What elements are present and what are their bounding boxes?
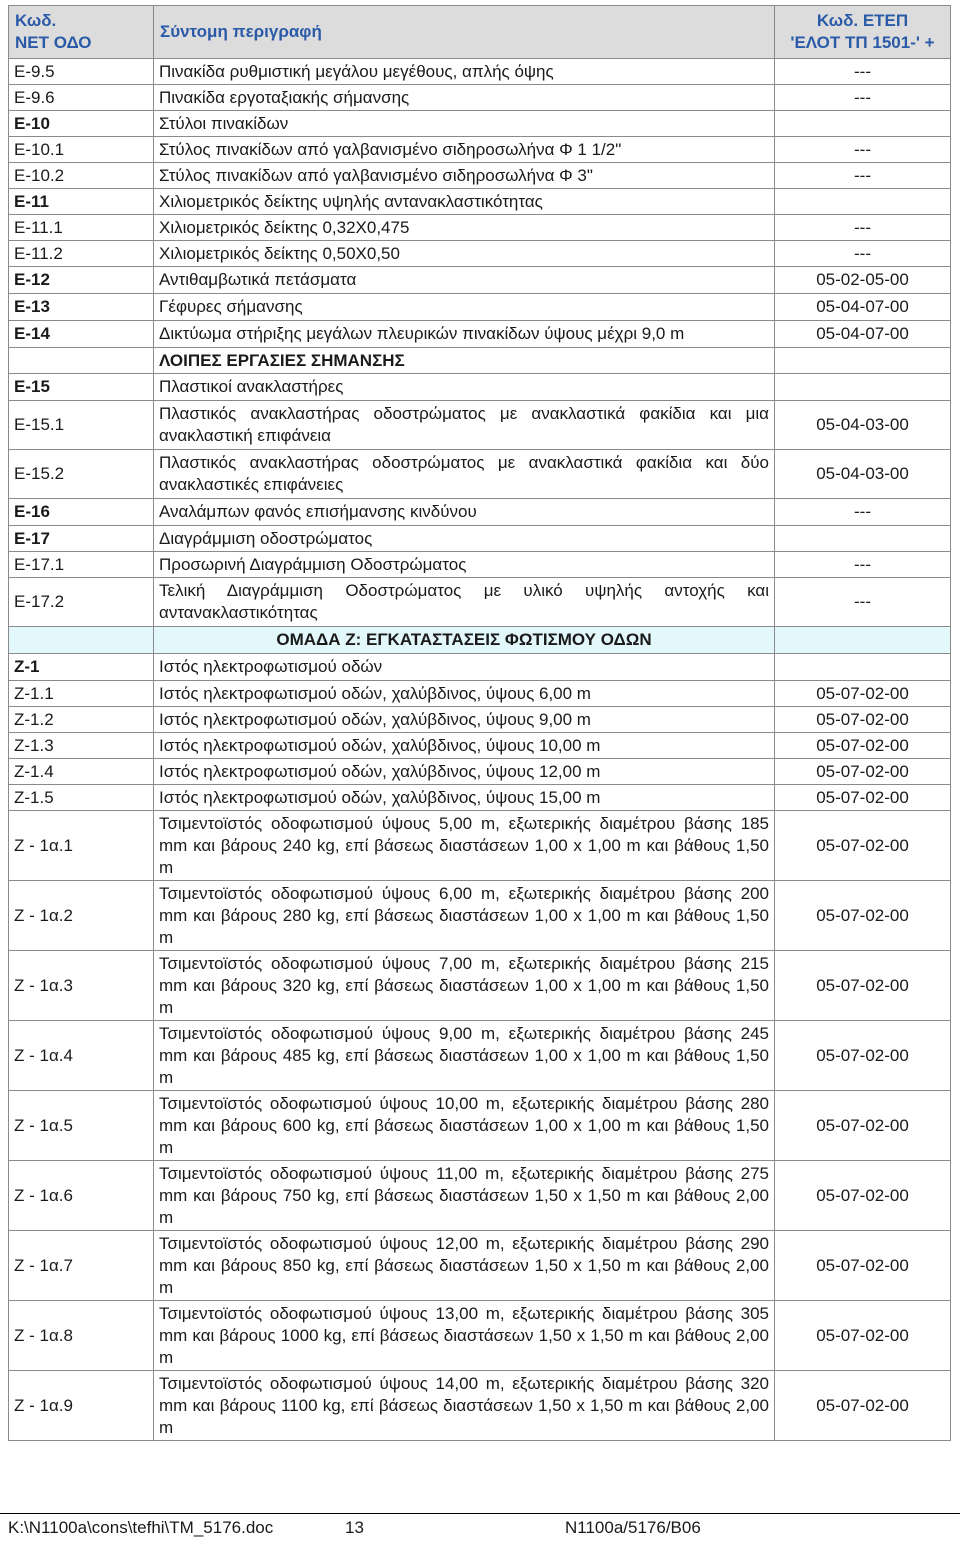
cell-etep-code: 05-07-02-00 <box>775 951 951 1021</box>
table-row <box>9 163 951 189</box>
cell-code: Ε-12 <box>9 267 154 294</box>
cell-description: Πλαστικοί ανακλαστήρες <box>154 374 775 401</box>
cell-code: Ζ-1.4 <box>9 759 154 785</box>
cell-etep-code: 05-07-02-00 <box>775 881 951 951</box>
cell-description: Στύλος πινακίδων από γαλβανισμένο σιδηροσωλήνα Φ 3" <box>154 163 775 189</box>
cell-etep-code: --- <box>775 241 951 267</box>
cell-code: Ε-15.2 <box>9 450 154 499</box>
cell-description: Ιστός ηλεκτροφωτισμού οδών, χαλύβδινος, ύψους 10,00 m <box>154 733 775 759</box>
cell-etep-code: 05-07-02-00 <box>775 1371 951 1441</box>
table-row <box>9 881 951 951</box>
cell-etep-code: --- <box>775 163 951 189</box>
cell-description: Πλαστικός ανακλαστήρας οδοστρώματος με ανακλαστικά φακίδια και μια ανακλαστική επιφάνεια <box>154 401 775 450</box>
table-row <box>9 707 951 733</box>
cell-description: Τσιμεντοϊστός οδοφωτισμού ύψους 10,00 m, εξωτερικής διαμέτρου βάσης 280 mm και βάρους 600 kg, επί βάσεως διαστάσεων 1,00 x 1,00 m και βάθους 1,50 m <box>154 1091 775 1161</box>
table-row <box>9 681 951 707</box>
cell-description: Πινακίδα εργοταξιακής σήμανσης <box>154 85 775 111</box>
cell-etep-code: 05-07-02-00 <box>775 1231 951 1301</box>
table-row <box>9 1301 951 1371</box>
table-row <box>9 1161 951 1231</box>
cell-etep-code: --- <box>775 59 951 85</box>
cell-etep-code: 05-04-03-00 <box>775 401 951 450</box>
cell-code: Ε-11 <box>9 189 154 215</box>
table-row <box>9 215 951 241</box>
table-row <box>9 1091 951 1161</box>
cell-description: Τσιμεντοϊστός οδοφωτισμού ύψους 7,00 m, εξωτερικής διαμέτρου βάσης 215 mm και βάρους 320 kg, επί βάσεως διαστάσεων 1,00 x 1,00 m και βάθους 1,50 m <box>154 951 775 1021</box>
cell-etep-code: 05-07-02-00 <box>775 1301 951 1371</box>
table-row <box>9 759 951 785</box>
cell-code: Ε-17.1 <box>9 552 154 578</box>
table-row <box>9 267 951 294</box>
cell-description: Τελική Διαγράμμιση Οδοστρώματος με υλικό υψηλής αντοχής και αντανακλαστικότητας <box>154 578 775 627</box>
cell-code: Ζ-1 <box>9 654 154 681</box>
table-row <box>9 401 951 450</box>
cell-code: Ε-17 <box>9 526 154 552</box>
cell-description: Πινακίδα ρυθμιστική μεγάλου μεγέθους, απλής όψης <box>154 59 775 85</box>
table-row <box>9 137 951 163</box>
cell-etep-code: --- <box>775 552 951 578</box>
page-footer <box>0 1513 960 1544</box>
cell-description: Χιλιομετρικός δείκτης 0,32Χ0,475 <box>154 215 775 241</box>
cell-description: Ιστός ηλεκτροφωτισμού οδών, χαλύβδινος, ύψους 15,00 m <box>154 785 775 811</box>
cell-etep-code <box>775 348 951 374</box>
table-row <box>9 321 951 348</box>
cell-description: ΛΟΙΠΕΣ ΕΡΓΑΣΙΕΣ ΣΗΜΑΝΣΗΣ <box>154 348 775 374</box>
cell-code: Ε-16 <box>9 499 154 526</box>
cell-description: Τσιμεντοϊστός οδοφωτισμού ύψους 12,00 m, εξωτερικής διαμέτρου βάσης 290 mm και βάρους 850 kg, επί βάσεως διαστάσεων 1,50 x 1,50 m και βάθους 2,00 m <box>154 1231 775 1301</box>
cell-code <box>9 627 154 654</box>
cell-code: Ε-15.1 <box>9 401 154 450</box>
cell-etep-code: 05-07-02-00 <box>775 1091 951 1161</box>
cell-code: Ζ-1.3 <box>9 733 154 759</box>
cell-etep-code: 05-07-02-00 <box>775 733 951 759</box>
table-row <box>9 241 951 267</box>
table-body <box>9 59 951 1441</box>
header-code-line1: Κωδ. <box>15 11 57 30</box>
header-code-line2: ΝΕΤ ΟΔΟ <box>15 33 92 52</box>
footer-page-number: 13 <box>345 1518 364 1537</box>
cell-description: Δικτύωμα στήριξης μεγάλων πλευρικών πινακίδων ύψους μέχρι 9,0 m <box>154 321 775 348</box>
header-etep <box>775 6 951 59</box>
cell-description: ΟΜΑΔΑ Ζ: ΕΓΚΑΤΑΣΤΑΣΕΙΣ ΦΩΤΙΣΜΟΥ ΟΔΩΝ <box>154 627 775 654</box>
cell-description: Αναλάμπων φανός επισήμανσης κινδύνου <box>154 499 775 526</box>
cell-code: Ε-9.6 <box>9 85 154 111</box>
table-row <box>9 1231 951 1301</box>
table-row <box>9 811 951 881</box>
cell-description: Τσιμεντοϊστός οδοφωτισμού ύψους 11,00 m, εξωτερικής διαμέτρου βάσης 275 mm και βάρους 750 kg, επί βάσεως διαστάσεων 1,50 x 1,50 m και βάθους 2,00 m <box>154 1161 775 1231</box>
table-row <box>9 294 951 321</box>
cell-etep-code <box>775 189 951 215</box>
header-etep-line2: 'ΕΛΟΤ ΤΠ 1501-' + <box>790 33 935 52</box>
cell-etep-code: 05-04-07-00 <box>775 294 951 321</box>
table-row <box>9 654 951 681</box>
header-description: Σύντομη περιγραφή <box>154 6 775 59</box>
cell-code: Ε-11.1 <box>9 215 154 241</box>
cell-code: Ζ - 1α.1 <box>9 811 154 881</box>
footer-file-path: K:\N1100a\cons\tefhi\TM_5176.doc <box>8 1518 274 1537</box>
table-row <box>9 552 951 578</box>
cell-etep-code: 05-02-05-00 <box>775 267 951 294</box>
cell-description: Τσιμεντοϊστός οδοφωτισμού ύψους 6,00 m, εξωτερικής διαμέτρου βάσης 200 mm και βάρους 280 kg, επί βάσεως διαστάσεων 1,00 x 1,00 m και βάθους 1,50 m <box>154 881 775 951</box>
cell-code <box>9 348 154 374</box>
cell-description: Τσιμεντοϊστός οδοφωτισμού ύψους 14,00 m, εξωτερικής διαμέτρου βάσης 320 mm και βάρους 1100 kg, επί βάσεως διαστάσεων 1,50 x 1,50 m και βάθους 2,00 m <box>154 1371 775 1441</box>
table-row <box>9 374 951 401</box>
cell-description: Ιστός ηλεκτροφωτισμού οδών, χαλύβδινος, ύψους 9,00 m <box>154 707 775 733</box>
table-row <box>9 785 951 811</box>
cell-etep-code: 05-07-02-00 <box>775 1161 951 1231</box>
table-row <box>9 450 951 499</box>
cell-etep-code: 05-07-02-00 <box>775 681 951 707</box>
cell-code: Ζ-1.2 <box>9 707 154 733</box>
table-row <box>9 348 951 374</box>
cell-etep-code <box>775 374 951 401</box>
cell-etep-code: 05-04-07-00 <box>775 321 951 348</box>
cell-description: Ιστός ηλεκτροφωτισμού οδών, χαλύβδινος, ύψους 12,00 m <box>154 759 775 785</box>
cell-description: Τσιμεντοϊστός οδοφωτισμού ύψους 5,00 m, εξωτερικής διαμέτρου βάσης 185 mm και βάρους 240 kg, επί βάσεως διαστάσεων 1,00 x 1,00 m και βάθους 1,50 m <box>154 811 775 881</box>
cell-code: Ε-10.1 <box>9 137 154 163</box>
cell-description: Στύλοι πινακίδων <box>154 111 775 137</box>
table-row <box>9 526 951 552</box>
cell-code: Ζ-1.1 <box>9 681 154 707</box>
table-row <box>9 189 951 215</box>
cell-etep-code <box>775 526 951 552</box>
cell-code: Ζ - 1α.5 <box>9 1091 154 1161</box>
table-row <box>9 951 951 1021</box>
table-row <box>9 111 951 137</box>
cell-description: Γέφυρες σήμανσης <box>154 294 775 321</box>
cell-etep-code <box>775 654 951 681</box>
cell-code: Ζ - 1α.8 <box>9 1301 154 1371</box>
cell-code: Ζ - 1α.6 <box>9 1161 154 1231</box>
cell-code: Ζ - 1α.7 <box>9 1231 154 1301</box>
cell-code: Ε-11.2 <box>9 241 154 267</box>
group-header-row <box>9 627 951 654</box>
cell-description: Στύλος πινακίδων από γαλβανισμένο σιδηροσωλήνα Φ 1 1/2" <box>154 137 775 163</box>
cell-code: Ζ - 1α.9 <box>9 1371 154 1441</box>
items-table <box>8 5 951 1441</box>
cell-etep-code: --- <box>775 578 951 627</box>
table-row <box>9 1371 951 1441</box>
cell-description: Χιλιομετρικός δείκτης υψηλής αντανακλαστικότητας <box>154 189 775 215</box>
cell-etep-code: 05-07-02-00 <box>775 811 951 881</box>
cell-description: Πλαστικός ανακλαστήρας οδοστρώματος με ανακλαστικά φακίδια και δύο ανακλαστικές επιφάνειες <box>154 450 775 499</box>
cell-code: Ε-17.2 <box>9 578 154 627</box>
cell-description: Ιστός ηλεκτροφωτισμού οδών <box>154 654 775 681</box>
cell-description: Χιλιομετρικός δείκτης 0,50Χ0,50 <box>154 241 775 267</box>
cell-etep-code: --- <box>775 85 951 111</box>
table-row <box>9 1021 951 1091</box>
cell-code: Ε-15 <box>9 374 154 401</box>
cell-description: Τσιμεντοϊστός οδοφωτισμού ύψους 13,00 m, εξωτερικής διαμέτρου βάσης 305 mm και βάρους 1000 kg, επί βάσεως διαστάσεων 1,50 x 1,50 m και βάθους 2,00 m <box>154 1301 775 1371</box>
cell-etep-code: 05-07-02-00 <box>775 759 951 785</box>
cell-etep-code: --- <box>775 137 951 163</box>
cell-etep-code: 05-07-02-00 <box>775 1021 951 1091</box>
cell-code: Ζ - 1α.4 <box>9 1021 154 1091</box>
cell-code: Ζ-1.5 <box>9 785 154 811</box>
table-header-row <box>9 6 951 59</box>
cell-etep-code: --- <box>775 215 951 241</box>
cell-etep-code <box>775 627 951 654</box>
table-row <box>9 578 951 627</box>
cell-etep-code: 05-07-02-00 <box>775 785 951 811</box>
table-row <box>9 499 951 526</box>
cell-etep-code <box>775 111 951 137</box>
footer-document-ref: N1100a/5176/B06 <box>565 1518 701 1537</box>
cell-code: Ζ - 1α.3 <box>9 951 154 1021</box>
cell-code: Ε-14 <box>9 321 154 348</box>
cell-description: Τσιμεντοϊστός οδοφωτισμού ύψους 9,00 m, εξωτερικής διαμέτρου βάσης 245 mm και βάρους 485 kg, επί βάσεως διαστάσεων 1,00 x 1,00 m και βάθους 1,50 m <box>154 1021 775 1091</box>
cell-description: Διαγράμμιση οδοστρώματος <box>154 526 775 552</box>
table-row <box>9 59 951 85</box>
header-code <box>9 6 154 59</box>
cell-etep-code: --- <box>775 499 951 526</box>
cell-code: Ε-10.2 <box>9 163 154 189</box>
table-row <box>9 733 951 759</box>
table-row <box>9 85 951 111</box>
cell-description: Προσωρινή Διαγράμμιση Οδοστρώματος <box>154 552 775 578</box>
cell-description: Ιστός ηλεκτροφωτισμού οδών, χαλύβδινος, ύψους 6,00 m <box>154 681 775 707</box>
cell-code: Ζ - 1α.2 <box>9 881 154 951</box>
cell-code: Ε-9.5 <box>9 59 154 85</box>
cell-etep-code: 05-04-03-00 <box>775 450 951 499</box>
cell-description: Αντιθαμβωτικά πετάσματα <box>154 267 775 294</box>
header-etep-line1: Κωδ. ΕΤΕΠ <box>816 11 909 30</box>
cell-etep-code: 05-07-02-00 <box>775 707 951 733</box>
cell-code: Ε-13 <box>9 294 154 321</box>
cell-code: Ε-10 <box>9 111 154 137</box>
